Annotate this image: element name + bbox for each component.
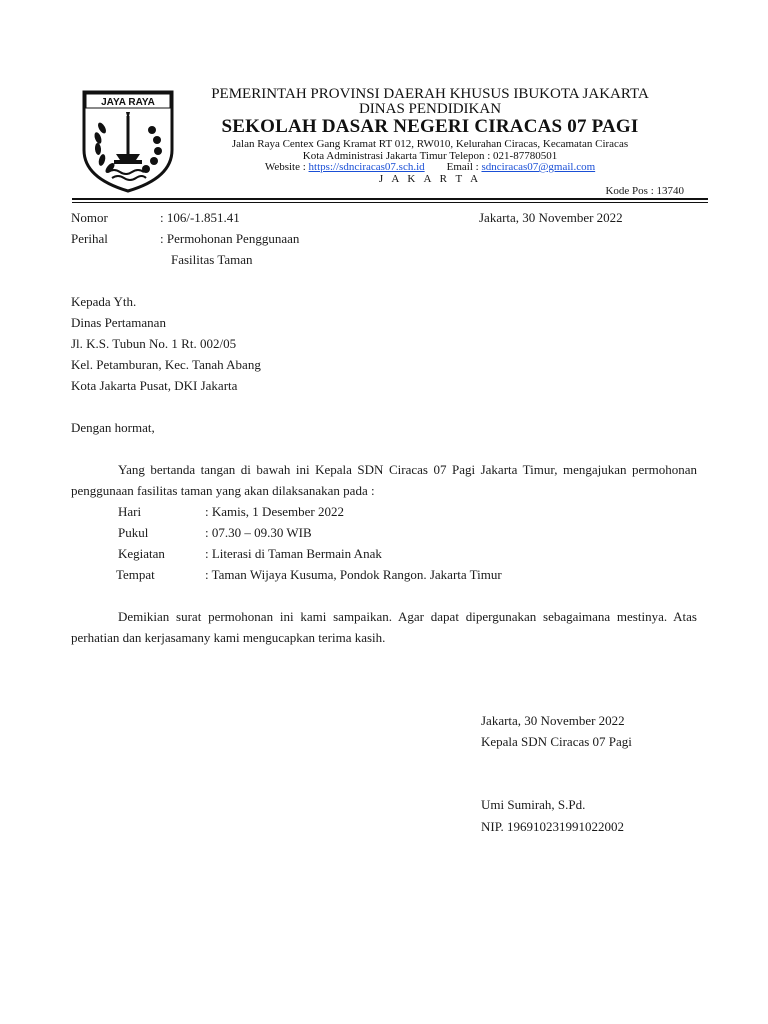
detail-label: Hari [118,504,142,519]
letterhead-department: DINAS PENDIDIKAN [358,101,502,117]
nomor-value: : 106/-1.851.41 [160,210,240,225]
website-link[interactable]: https://sdnciracas07.sch.id [308,161,425,173]
detail-label: Pukul [118,525,149,540]
letterhead-divider-thin [72,202,708,203]
nomor-label: Nomor [71,210,108,225]
perihal-value: : Permohonan Penggunaan [160,231,300,246]
recipient-line: Dinas Pertamanan [71,315,166,330]
letterhead-city-phone: Kota Administrasi Jakarta Timur Telepon : 021-87780501 [302,150,558,162]
detail-label: Tempat [116,567,155,582]
salutation: Dengan hormat, [71,420,155,435]
jaya-raya-emblem-logo [80,88,176,194]
signature-date: Jakarta, 30 November 2022 [481,713,625,728]
letterhead-contacts [180,161,680,173]
closing-paragraph: Demikian surat permohonan ini kami sampaikan. Agar dapat dipergunakan sebagaimana mestinya. Atas perhatian dan kerjasamany kami mengucapkan terima kasih. [71,609,697,645]
detail-label: Kegiatan [118,546,165,561]
email-link[interactable]: sdnciracas07@gmail.com [481,161,596,173]
letterhead-divider-thick [72,198,708,200]
detail-value: : 07.30 – 09.30 WIB [205,525,312,540]
recipient-line: Jl. K.S. Tubun No. 1 Rt. 002/05 [71,336,237,351]
signature-position: Kepala SDN Ciracas 07 Pagi [481,734,632,749]
recipient-line: Kota Jakarta Pusat, DKI Jakarta [71,378,238,393]
letter-date: Jakarta, 30 November 2022 [479,210,623,225]
detail-value: : Kamis, 1 Desember 2022 [205,504,345,519]
perihal-value-continued: Fasilitas Taman [171,252,253,267]
perihal-label: Perihal [71,231,108,246]
signatory-name: Umi Sumirah, S.Pd. [481,797,586,812]
signatory-nip: NIP. 196910231991022002 [481,819,625,834]
letterhead-address: Jalan Raya Centex Gang Kramat RT 012, RW010, Kelurahan Ciracas, Kecamatan Ciracas [231,138,629,150]
detail-value: : Taman Wijaya Kusuma, Pondok Rangon. Jakarta Timur [205,567,502,582]
letterhead-province: PEMERINTAH PROVINSI DAERAH KHUSUS IBUKOTA JAKARTA [211,86,649,102]
postal-code: Kode Pos : 13740 [605,185,684,197]
email-label: Email : [446,161,479,173]
recipient-line: Kepada Yth. [71,294,137,309]
logo-text: JAYA RAYA [101,97,155,108]
letterhead-city: J A K A R T A [378,173,482,185]
letterhead-school-name: SEKOLAH DASAR NEGERI CIRACAS 07 PAGI [221,116,639,137]
intro-paragraph: Yang bertanda tangan di bawah ini Kepala SDN Ciracas 07 Pagi Jakarta Timur, mengajukan permohonan penggunaan fasilitas taman yang akan dilaksanakan pada : [71,462,697,498]
website-label: Website : [264,161,306,173]
recipient-line: Kel. Petamburan, Kec. Tanah Abang [71,357,261,372]
detail-value: : Literasi di Taman Bermain Anak [205,546,382,561]
